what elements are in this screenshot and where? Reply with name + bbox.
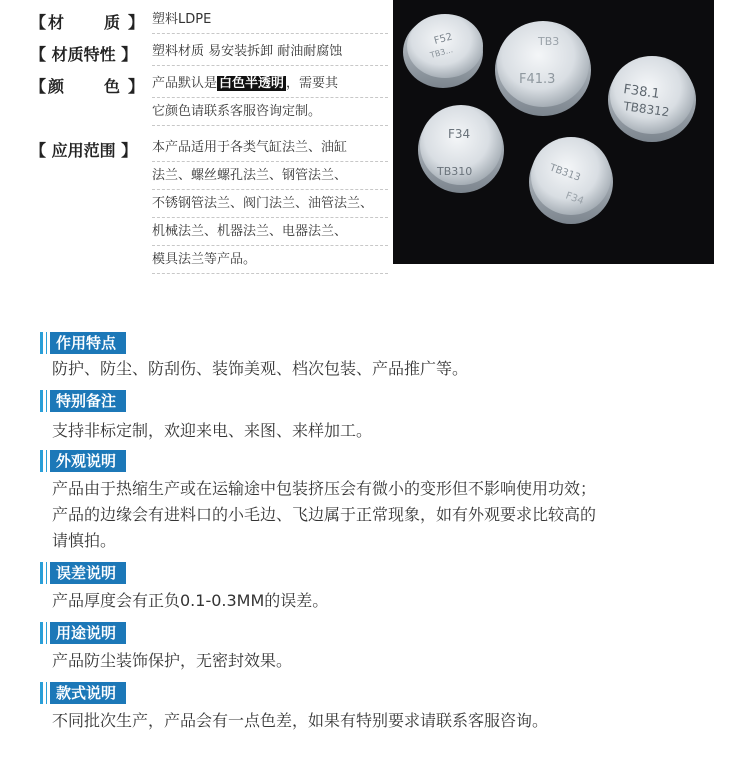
- section-body-features: 防护、防尘、防刮伤、装饰美观、档次包装、产品推广等。: [52, 359, 469, 378]
- svg-text:TB310: TB310: [437, 165, 473, 178]
- section-header-tolerance: [40, 562, 126, 584]
- svg-text:TB313: TB313: [547, 162, 582, 184]
- section-body-style: 不同批次生产，产品会有一点色差，如果有特别要求请联系客服咨询。: [52, 711, 549, 730]
- spec-value-material: 塑料LDPE: [152, 6, 388, 34]
- spec-value-usage: 本产品适用于各类气缸法兰、油缸 法兰、螺丝螺孔法兰、钢管法兰、 不锈钢管法兰、阀门法兰、油管法兰、 机械法兰、机器法兰、电器法兰、 模具法兰等产品。: [152, 134, 388, 274]
- section-title: 款式说明: [50, 682, 126, 704]
- section-title: 误差说明: [50, 562, 126, 584]
- section-body-tolerance: 产品厚度会有正负0.1-0.3MM的误差。: [52, 591, 329, 610]
- section-body-usage: 产品防尘装饰保护，无密封效果。: [52, 651, 293, 670]
- highlight-default-color: 白色半透明: [219, 76, 285, 91]
- svg-text:TB3...: TB3...: [429, 45, 454, 60]
- caps-illustration: [393, 0, 714, 264]
- spec-value-property: 塑料材质 易安装拆卸 耐油耐腐蚀: [152, 38, 388, 66]
- cap-tb313: [529, 137, 613, 224]
- spec-value-color: 产品默认是 白色半透明 ，需要其 它颜色请联系客服咨询定制。: [152, 70, 388, 126]
- section-title: 外观说明: [50, 450, 126, 472]
- section-body-remarks: 支持非标定制，欢迎来电、来图、来样加工。: [52, 421, 373, 440]
- section-header-features: [40, 332, 126, 354]
- svg-text:F41.3: F41.3: [519, 72, 556, 87]
- section-header-usage: [40, 622, 126, 644]
- product-photo: [393, 0, 714, 264]
- section-title: 作用特点: [50, 332, 126, 354]
- section-title: 用途说明: [50, 622, 126, 644]
- section-title: 特别备注: [50, 390, 126, 412]
- cap-f34: [418, 105, 504, 193]
- cap-f38-1: [608, 56, 696, 142]
- section-header-appearance: [40, 450, 126, 472]
- section-body-appearance: 产品由于热缩生产或在运输途中包装挤压会有微小的变形但不影响使用功效； 产品的边缘会有进料口的小毛边、飞边属于正常现象，如有外观要求比较高的 请慎拍。: [52, 479, 597, 550]
- section-header-remarks: [40, 390, 126, 412]
- svg-text:F52: F52: [432, 31, 454, 47]
- svg-text:TB3: TB3: [538, 35, 560, 48]
- cap-f41-3: [495, 21, 591, 116]
- svg-text:F34: F34: [563, 190, 586, 208]
- section-header-style: [40, 682, 126, 704]
- svg-text:TB8312: TB8312: [622, 99, 671, 120]
- svg-text:F34: F34: [448, 127, 471, 141]
- svg-text:F38.1: F38.1: [622, 82, 661, 103]
